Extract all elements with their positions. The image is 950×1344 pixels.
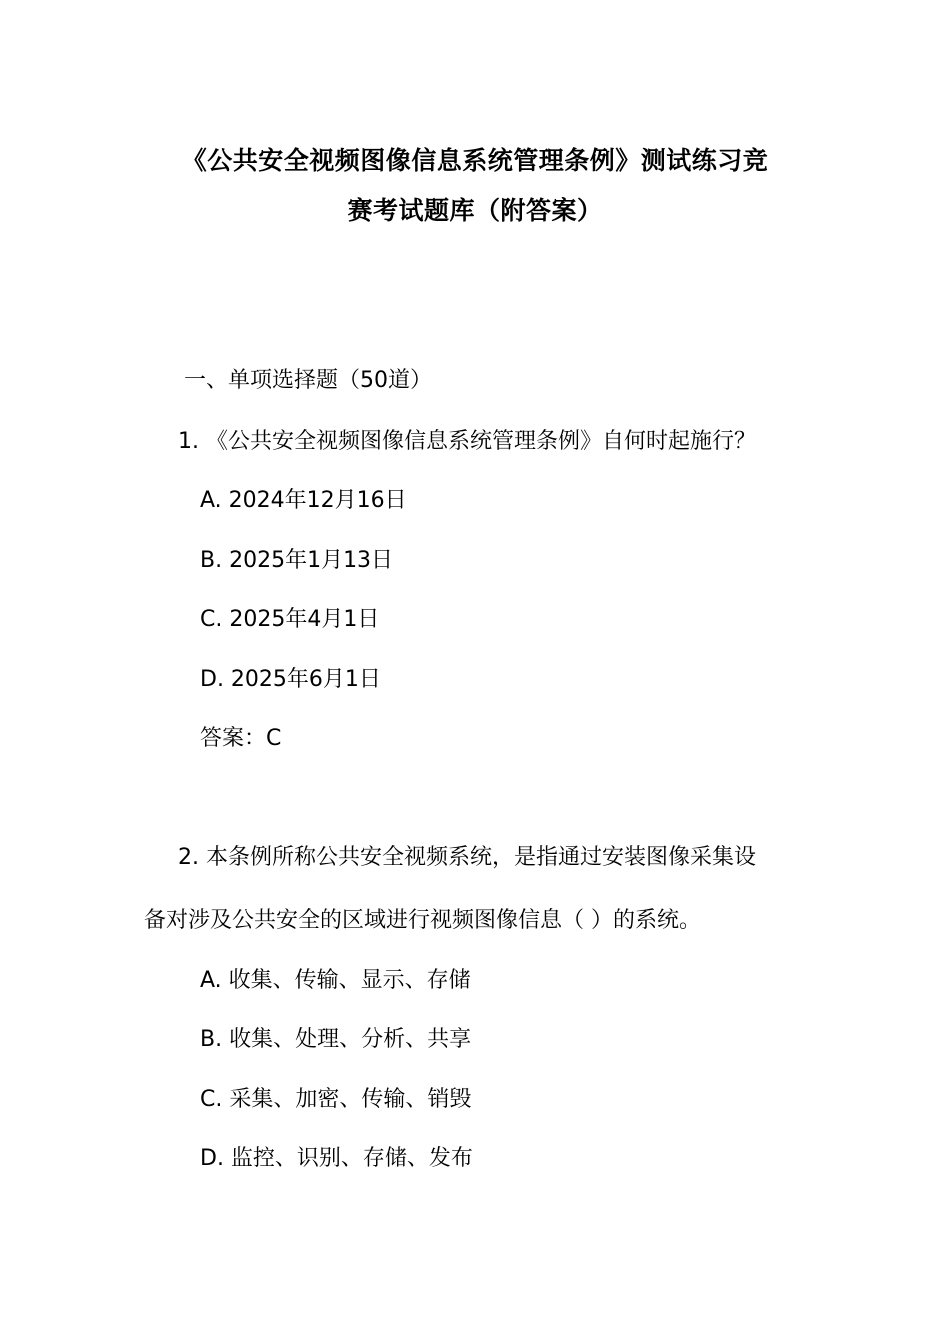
question-1-answer: 答案：C (200, 726, 282, 751)
question-2-stem-line-1: 2. 本条例所称公共安全视频系统，是指通过安装图像采集设 (178, 845, 756, 870)
document-title-line-2: 赛考试题库（附答案） (347, 196, 603, 225)
question-1-option-d: D. 2025年6月1日 (200, 667, 381, 692)
question-2-option-d: D. 监控、识别、存储、发布 (200, 1146, 473, 1171)
question-2-option-b: B. 收集、处理、分析、共享 (200, 1027, 472, 1052)
section-heading: 一、单项选择题（50道） (184, 368, 432, 393)
question-2-option-a: A. 收集、传输、显示、存储 (200, 968, 471, 993)
question-1-stem: 1. 《公共安全视频图像信息系统管理条例》自何时起施行？ (178, 429, 756, 454)
question-2-option-c: C. 采集、加密、传输、销毁 (200, 1087, 472, 1112)
question-1-option-b: B. 2025年1月13日 (200, 548, 394, 573)
question-2-stem-line-2: 备对涉及公共安全的区域进行视频图像信息（ ）的系统。 (144, 908, 701, 933)
document-title-line-1: 《公共安全视频图像信息系统管理条例》测试练习竞 (181, 146, 769, 175)
question-1-option-c: C. 2025年4月1日 (200, 607, 380, 632)
question-1-option-a: A. 2024年12月16日 (200, 488, 407, 513)
